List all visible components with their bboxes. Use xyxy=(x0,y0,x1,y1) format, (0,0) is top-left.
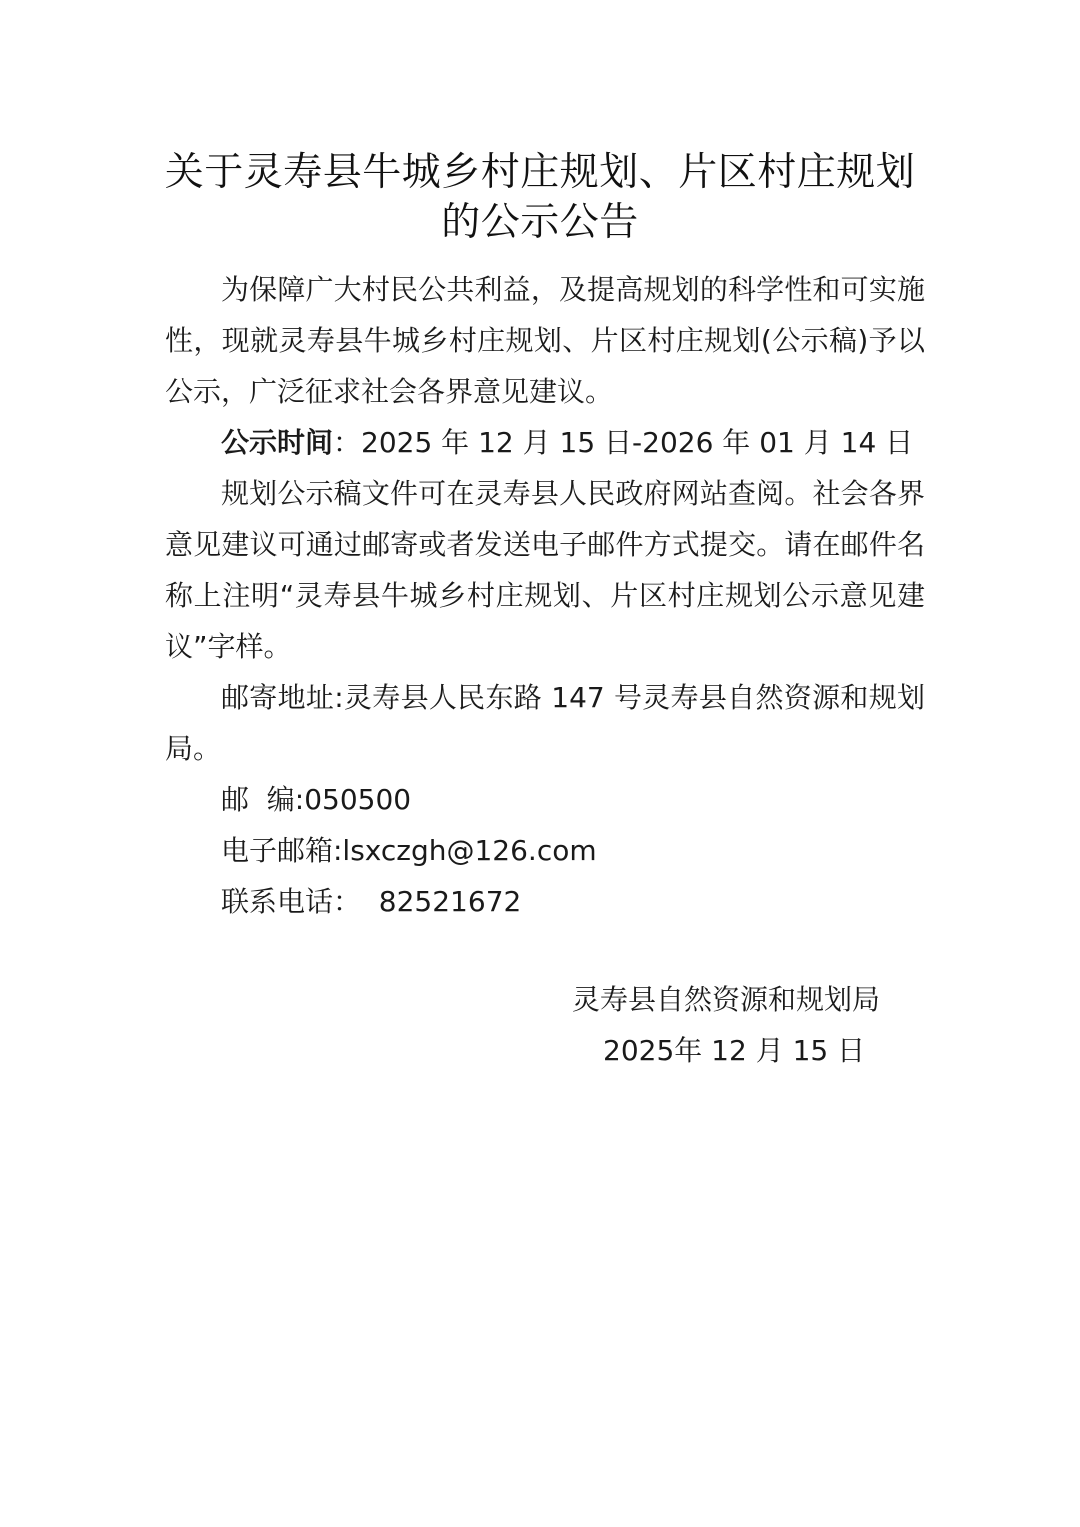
signature-date: 2025年 12 月 15 日 xyxy=(603,1034,866,1067)
document-title-line-1: 关于灵寿县牛城乡村庄规划、片区村庄规划 xyxy=(164,150,916,195)
document-body xyxy=(165,264,925,927)
submission-paragraph: 规划公示稿文件可在灵寿县人民政府网站查阅。社会各界意见建议可通过邮寄或者发送电子邮件方式提交。请在邮件名称上注明“灵寿县牛城乡村庄规划、片区村庄规划公示意见建议”字样。 xyxy=(165,477,925,663)
period-value: ：2025 年 12 月 15 日-2026 年 01 月 14 日 xyxy=(333,426,914,459)
signature-organization: 灵寿县自然资源和规划局 xyxy=(572,983,881,1016)
period-paragraph xyxy=(165,417,925,468)
document-title-line-2: 的公示公告 xyxy=(441,200,639,245)
period-label: 公示时间 xyxy=(221,426,334,459)
phone-line: 联系电话： 82521672 xyxy=(221,885,522,918)
intro-paragraph: 为保障广大村民公共利益，及提高规划的科学性和可实施性，现就灵寿县牛城乡村庄规划、片区村庄规划(公示稿)予以公示，广泛征求社会各界意见建议。 xyxy=(165,273,925,408)
postcode-line: 邮 编:050500 xyxy=(221,783,412,816)
address-paragraph: 邮寄地址:灵寿县人民东路 147 号灵寿县自然资源和规划局。 xyxy=(165,681,925,765)
email-line: 电子邮箱:lsxczgh@126.com xyxy=(221,834,597,867)
